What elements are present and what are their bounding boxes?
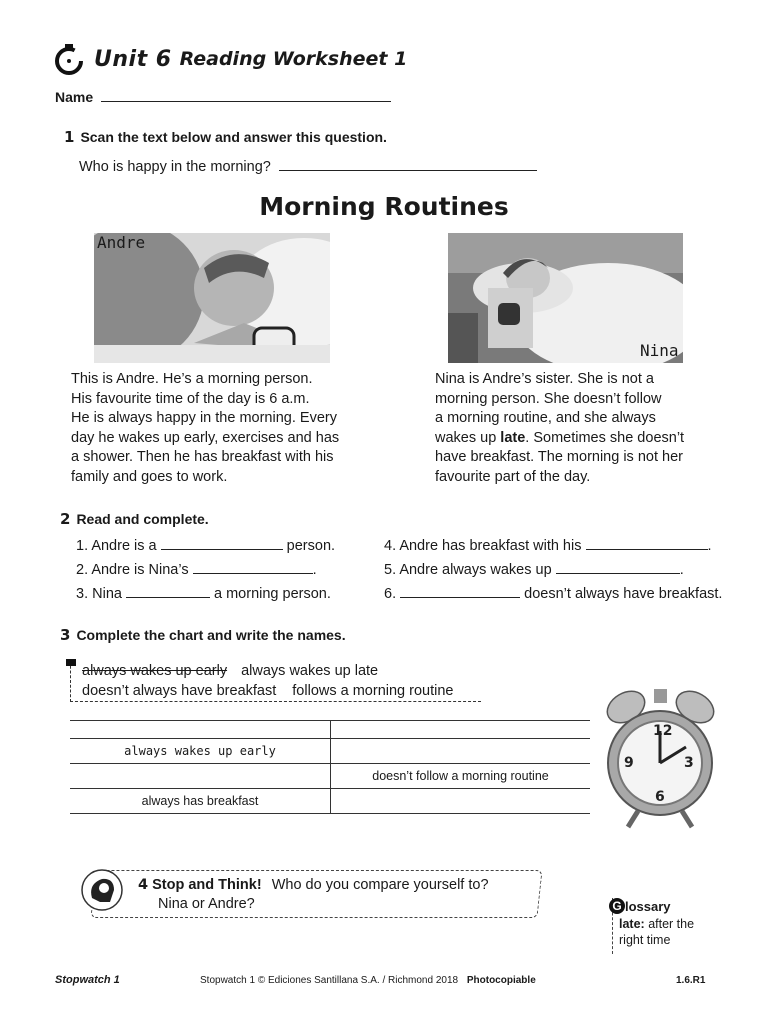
name-header-cell[interactable] bbox=[331, 721, 591, 739]
svg-text:3: 3 bbox=[684, 755, 694, 771]
nina-line-post: . Sometimes she doesn’t bbox=[525, 429, 685, 446]
q2-item bbox=[76, 582, 335, 606]
q2-item-text: 4. Andre has breakfast with his bbox=[384, 538, 582, 554]
svg-text:9: 9 bbox=[624, 755, 634, 771]
table-row bbox=[70, 764, 590, 789]
andre-illustration bbox=[94, 233, 330, 363]
q1-question bbox=[79, 158, 537, 178]
q2-item-text: . bbox=[707, 538, 712, 554]
unit-label: Unit 6 bbox=[94, 46, 172, 72]
q2-item-text: 5. Andre always wakes up bbox=[384, 562, 552, 578]
table-cell: doesn’t follow a morning routine bbox=[331, 764, 591, 789]
svg-text:6: 6 bbox=[655, 789, 665, 805]
brain-head-icon bbox=[80, 868, 124, 912]
q2-item bbox=[76, 558, 335, 582]
q4-label: Stop and Think! bbox=[152, 877, 262, 893]
q4-number: 4 bbox=[138, 877, 149, 893]
name-header-cell[interactable] bbox=[70, 721, 331, 739]
q2-instruction: Read and complete. bbox=[76, 511, 209, 527]
q2-answer-line[interactable] bbox=[556, 573, 680, 574]
footer-copyright bbox=[200, 975, 536, 986]
nina-paragraph bbox=[435, 370, 684, 487]
footer-photocopiable: Photocopiable bbox=[466, 975, 536, 986]
q2-item bbox=[76, 534, 335, 558]
q2-answer-line[interactable] bbox=[586, 549, 708, 550]
reading-title: Morning Routines bbox=[259, 192, 509, 221]
glossary-box bbox=[609, 898, 694, 948]
nina-line: favourite part of the day. bbox=[435, 468, 591, 485]
table-cell bbox=[70, 739, 331, 764]
glossary-def: right time bbox=[619, 933, 671, 947]
q2-answer-line[interactable] bbox=[193, 573, 313, 574]
name-label: Name bbox=[55, 89, 94, 105]
q2-answer-line[interactable] bbox=[161, 549, 283, 550]
footer-copyright-text: Stopwatch 1 © Ediciones Santillana S.A. / Richmond 2018 bbox=[200, 975, 459, 986]
q3-heading bbox=[60, 626, 346, 644]
q3-number: 3 bbox=[60, 626, 71, 644]
table-row bbox=[70, 739, 590, 764]
table-header-row bbox=[70, 721, 590, 739]
nina-line: morning person. She doesn’t follow bbox=[435, 390, 662, 407]
q2-item-text: . bbox=[312, 562, 317, 578]
q2-answer-line[interactable] bbox=[126, 597, 210, 598]
word-box-item: follows a morning routine bbox=[292, 683, 454, 699]
q1-number: 1 bbox=[64, 128, 75, 146]
nina-line: Nina is Andre’s sister. She is not a bbox=[435, 371, 654, 387]
andre-label: Andre bbox=[97, 233, 146, 252]
table-cell[interactable] bbox=[331, 789, 591, 814]
q2-item bbox=[384, 582, 722, 606]
andre-line: family and goes to work. bbox=[71, 468, 228, 485]
q2-item-text: 1. Andre is a bbox=[76, 538, 157, 554]
name-input-line[interactable] bbox=[101, 101, 391, 102]
glossary-entry bbox=[619, 916, 694, 948]
table-cell[interactable] bbox=[70, 764, 331, 789]
q2-answer-line[interactable] bbox=[400, 597, 520, 598]
q2-heading bbox=[60, 510, 209, 528]
q1-question-text: Who is happy in the morning? bbox=[79, 159, 271, 175]
q2-number: 2 bbox=[60, 510, 71, 528]
table-row bbox=[70, 789, 590, 814]
glossary-def: after the bbox=[648, 917, 695, 931]
q2-item-text: a morning person. bbox=[214, 586, 331, 602]
andre-line: His favourite time of the day is 6 a.m. bbox=[71, 390, 310, 407]
q2-item bbox=[384, 558, 722, 582]
andre-line: day he wakes up early, exercises and has bbox=[71, 429, 340, 446]
alarm-clock-icon bbox=[598, 685, 723, 830]
andre-line: This is Andre. He’s a morning person. bbox=[71, 371, 313, 387]
nina-line: have breakfast. The morning is not her bbox=[435, 449, 683, 465]
glossary-word-late: late bbox=[500, 429, 526, 446]
handwritten-answer: always wakes up early bbox=[124, 744, 276, 758]
worksheet-title: Reading Worksheet 1 bbox=[179, 48, 408, 70]
footer-code: 1.6.R1 bbox=[676, 975, 706, 986]
table-cell: always has breakfast bbox=[70, 789, 331, 814]
word-box-items bbox=[82, 661, 453, 701]
glossary-term: late: bbox=[619, 917, 645, 931]
q4-text: Who do you compare yourself to? bbox=[271, 877, 489, 893]
q1-heading bbox=[64, 128, 387, 146]
q2-item-text: . bbox=[679, 562, 684, 578]
footer-brand: Stopwatch 1 bbox=[55, 974, 120, 986]
svg-text:12: 12 bbox=[653, 723, 673, 739]
nina-line-pre: wakes up bbox=[435, 429, 501, 446]
andre-line: a shower. Then he has breakfast with his bbox=[71, 449, 334, 465]
glossary-title: lossary bbox=[625, 898, 671, 914]
q2-item-text: 3. Nina bbox=[76, 586, 122, 602]
name-field bbox=[55, 89, 391, 105]
word-box-item: doesn’t always have breakfast bbox=[82, 683, 277, 699]
q2-item bbox=[384, 534, 722, 558]
andre-paragraph bbox=[71, 370, 339, 487]
word-box-item: always wakes up late bbox=[241, 663, 379, 679]
q3-instruction: Complete the chart and write the names. bbox=[76, 627, 346, 643]
glossary-letter: G bbox=[609, 898, 625, 914]
nina-line bbox=[435, 429, 684, 449]
table-cell[interactable] bbox=[331, 739, 591, 764]
andre-photo bbox=[94, 233, 330, 363]
q2-right-column bbox=[384, 534, 722, 606]
worksheet-header bbox=[52, 42, 407, 76]
q4-content bbox=[138, 876, 489, 914]
nina-photo bbox=[448, 233, 683, 363]
q1-instruction: Scan the text below and answer this question. bbox=[80, 129, 387, 145]
q2-left-column bbox=[76, 534, 335, 606]
q2-item-text: doesn’t always have breakfast. bbox=[524, 586, 723, 602]
word-box-crossed-item: always wakes up early bbox=[82, 663, 228, 679]
q4-text-line2: Nina or Andre? bbox=[158, 896, 255, 912]
nina-line: a morning routine, and she always bbox=[435, 410, 656, 426]
q2-item-text: 2. Andre is Nina’s bbox=[76, 562, 189, 578]
nina-label: Nina bbox=[640, 341, 679, 360]
andre-line: He is always happy in the morning. Every bbox=[71, 410, 337, 426]
q2-item-text: 6. bbox=[384, 586, 397, 602]
chart-table bbox=[70, 720, 590, 814]
q1-answer-line[interactable] bbox=[279, 170, 537, 171]
q2-item-text: person. bbox=[286, 538, 336, 554]
stopwatch-icon bbox=[52, 42, 86, 76]
word-box-corner bbox=[66, 659, 76, 666]
